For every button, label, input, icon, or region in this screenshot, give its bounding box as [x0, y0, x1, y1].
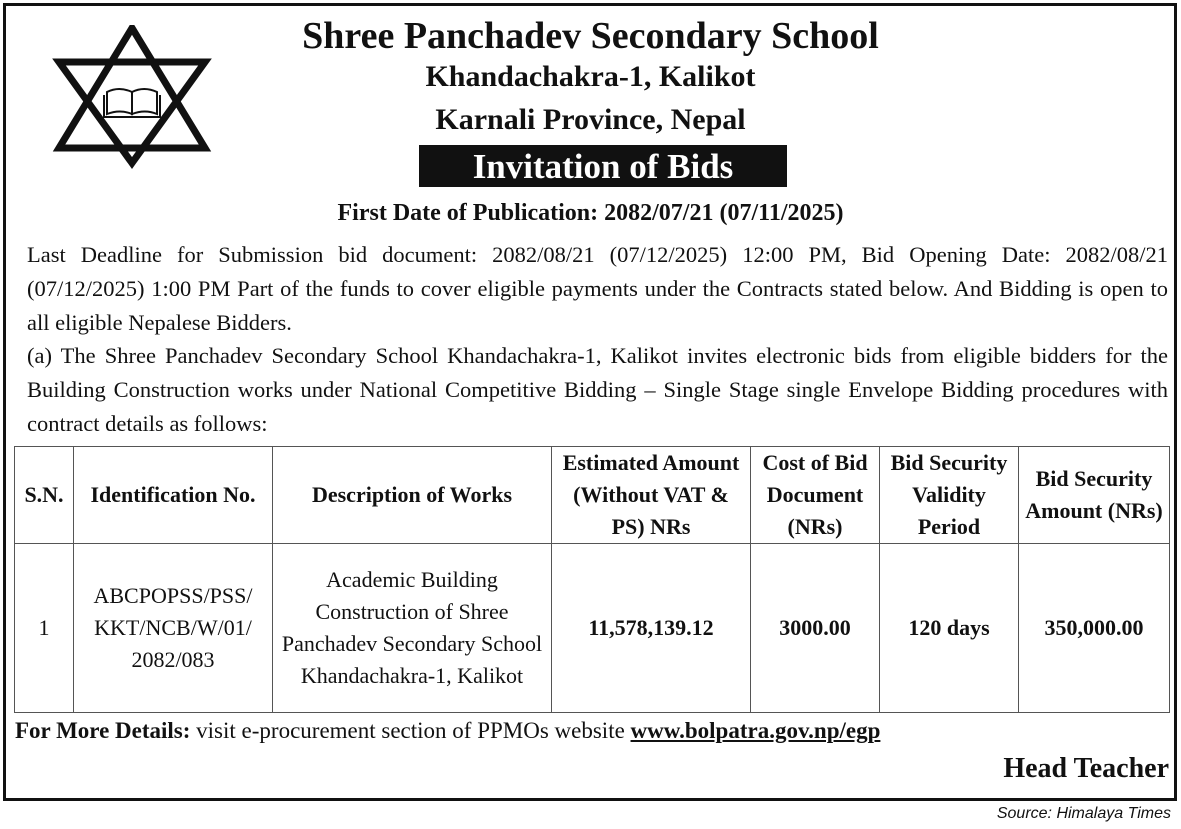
header-id: Identification No.: [74, 447, 273, 544]
header-estimated-amount: Estimated Amount (Without VAT & PS) NRs: [552, 447, 751, 544]
cell-id: ABCPOPSS/PSS/ KKT/NCB/W/01/ 2082/083: [74, 544, 273, 713]
address-line-2: Karnali Province, Nepal: [435, 103, 746, 136]
table-row: [15, 544, 1170, 713]
cell-validity: 120 days: [880, 544, 1019, 713]
header-sn: S.N.: [15, 447, 74, 544]
publication-date: First Date of Publication: 2082/07/21 (07/11/2025): [337, 200, 844, 226]
table-header-row: [15, 447, 1170, 544]
egp-link[interactable]: www.bolpatra.gov.np/egp: [630, 718, 881, 743]
header-security-amount: Bid Security Amount (NRs): [1019, 447, 1170, 544]
address-line-1: Khandachakra-1, Kalikot: [425, 60, 756, 93]
contract-table: [14, 446, 1170, 713]
header-description: Description of Works: [273, 447, 552, 544]
header-cost-bid-doc: Cost of Bid Document (NRs): [751, 447, 880, 544]
school-name: Shree Panchadev Secondary School: [302, 15, 879, 57]
cell-cost-bid-doc: 3000.00: [751, 544, 880, 713]
header-validity: Bid Security Validity Period: [880, 447, 1019, 544]
more-details-label: For More Details:: [15, 718, 191, 743]
source-credit: Source: Himalaya Times: [996, 805, 1171, 822]
more-details-text: visit e-procurement section of PPMOs website: [190, 718, 631, 743]
invitation-paragraph: (a) The Shree Panchadev Secondary School Khandachakra-1, Kalikot invites electronic bids from eligible bidders for the Building Construction works under National Competitive Bidding – Single Stage single Envelope Bidding procedures with contract details as follows:: [27, 343, 1168, 436]
notice-title: Invitation of Bids: [419, 145, 787, 187]
deadline-paragraph: Last Deadline for Submission bid document: 2082/08/21 (07/12/2025) 12:00 PM, Bid Opening Date: 2082/08/21 (07/12/2025) 1:00 PM Part of the funds to cover eligible payments under the Contracts stated below. And Bidding is open to all eligible Nepalese Bidders.: [27, 242, 1168, 335]
cell-estimated-amount: 11,578,139.12: [552, 544, 751, 713]
more-details: [15, 718, 880, 744]
cell-security-amount: 350,000.00: [1019, 544, 1170, 713]
cell-description: Academic Building Construction of Shree Panchadev Secondary School Khandachakra-1, Kalikot: [273, 544, 552, 713]
cell-sn: 1: [15, 544, 74, 713]
signatory: Head Teacher: [1003, 753, 1169, 784]
